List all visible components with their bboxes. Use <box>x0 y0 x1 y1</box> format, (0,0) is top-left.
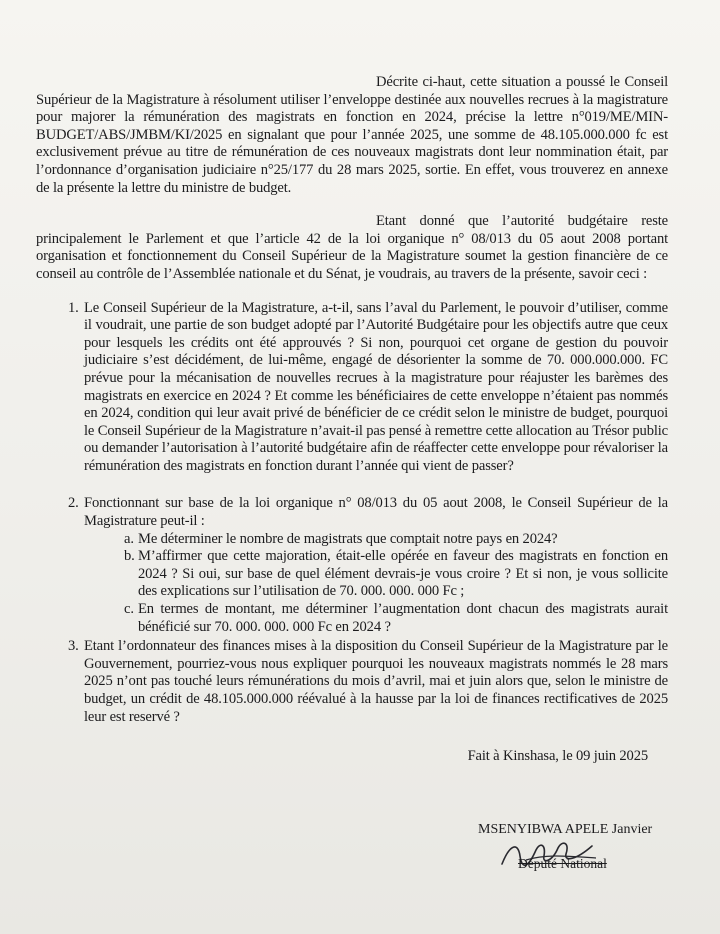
sub-question-letter: b. <box>124 548 135 565</box>
paragraph-intro: Décrite ci-haut, cette situation a poussé le Conseil Supérieur de la Magistrature à résolument utiliser l’enveloppe destinée aux nouvelles recrues à la magistrature pour majorer la rémunération des magistrats en fonction en 2024, précise la lettre n°019/ME/MIN-BUDGET/ABS/JMBM/KI/2025 en signalant que pour l’année 2025, une somme de 48.105.000.000 fc est exclusivement prévue au titre de rémunération de ces nouveaux magistrats dont leur nommination était, par l’ordonnance d’organisation judiciaire n°25/177 du 28 mars 2025, sortie. En effet, vous trouverez en annexe de la présente la lettre du ministre de budget. <box>36 74 668 196</box>
question-text: Etant l’ordonnateur des finances mises à la disposition du Conseil Supérieur de la Magistrature par le Gouvernement, pourriez-vous nous expliquer pourquoi les nouveaux magistrats nommés le 28 mars 2025 n’ont pas touché leurs rémunérations du mois d’avril, mai et juin alors que, selon le ministre de budget, un crédit de 48.105.000.000 réévalué à la hausse par la loi de finances rectificatives de 2025 leur est reservé ? <box>84 638 668 725</box>
questions-list <box>36 300 668 727</box>
signature-block <box>478 822 678 871</box>
sub-question-text: Me déterminer le nombre de magistrats que comptait notre pays en 2024? <box>138 530 558 547</box>
signatory-title: Député National <box>518 856 607 871</box>
paragraph-context: Etant donné que l’autorité budgétaire reste principalement le Parlement et que l’article 42 de la loi organique n° 08/013 du 05 aout 2008 portant organisation et fonctionnement du Conseil Supérieur de la Magistrature soumet la gestion financière de ce conseil au contrôle de l’Assemblée nationale et du Sénat, je voudrais, au travers de la présente, savoir ceci : <box>36 213 668 282</box>
question-3 <box>36 638 668 726</box>
sub-question-c <box>36 601 668 636</box>
sub-question-letter: c. <box>124 601 134 618</box>
question-text: Le Conseil Supérieur de la Magistrature, a-t-il, sans l’aval du Parlement, le pouvoir d’utiliser, comme il voudrait, une partie de son budget adopté par l’Autorité Budgétaire pour les objectifs autre que ceux pour lesquels les crédits ont été approuvés ? Si non, pourquoi cet organe de gestion du pouvoir judiciaire s’est décidément, de lui-même, engagé de désorienter la somme de 70. 000.000.000. FC prévue pour la mécanisation de nouvelles recrues à la magistrature pour réajuster les barèmes des magistrats en exercice en 2024 ? Et comme les bénéficiaires de cette enveloppe n’étaient pas nommés en 2024, condition qui leur avait privé de bénéficier de ce crédit selon le ministre de budget, pourquoi le Conseil Supérieur de la Magistrature n’avait-il pas pensé à remettre cette allocation au Trésor public ou demander l’autorisation à l’autorité budgétaire afin de réaffecter cette enveloppe pour révaloriser la rémunération des magistrats en fonction durant l’année qui vient de passer? <box>84 299 668 474</box>
letter-body <box>36 74 668 766</box>
sub-question-text: M’affirmer que cette majoration, était-elle opérée en faveur des magistrats en fonction en 2024 ? Si oui, sur base de quel élément devrais-je vous croire ? Et si non, je vous sollicite des explications sur l’utilisation de 70. 000. 000. 000 Fc ; <box>138 548 668 600</box>
signatory-name: MSENYIBWA APELE Janvier <box>478 822 653 837</box>
question-number: 1. <box>68 299 79 316</box>
sub-question-a <box>36 531 668 549</box>
question-number: 2. <box>68 495 79 512</box>
question-1 <box>36 300 668 476</box>
question-number: 3. <box>68 638 79 655</box>
sub-question-letter: a. <box>124 530 134 547</box>
sub-question-text: En termes de montant, me déterminer l’augmentation dont chacun des magistrats aurait bénéficié sur 70. 000. 000. 000 Fc en 2024 ? <box>138 601 668 635</box>
sub-questions-list <box>84 531 668 637</box>
place-date: Fait à Kinshasa, le 09 juin 2025 <box>467 748 648 765</box>
sub-question-b <box>36 548 668 601</box>
question-text: Fonctionnant sur base de la loi organique n° 08/013 du 05 aout 2008, le Conseil Supérieur de la Magistrature peut-il : <box>84 495 668 530</box>
question-2 <box>36 495 668 636</box>
